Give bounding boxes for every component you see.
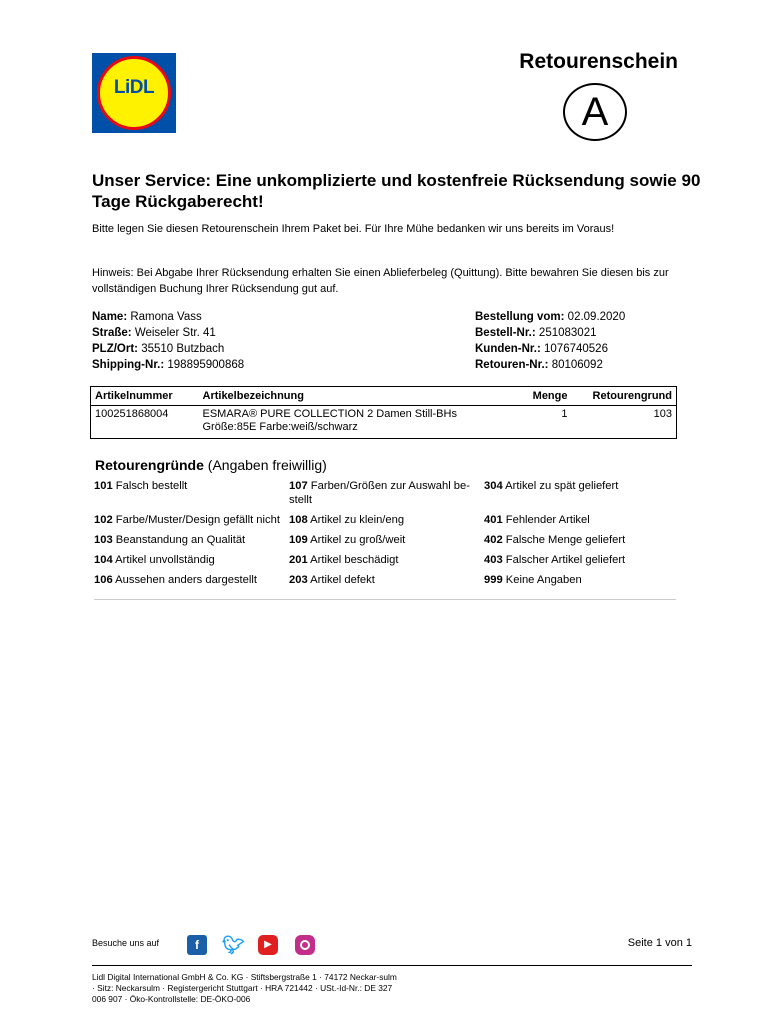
reasons-row — [94, 553, 676, 573]
reason-code: 999 — [484, 574, 503, 586]
reason-item — [289, 553, 484, 573]
reason-code: 402 — [484, 534, 503, 546]
order-date: 02.09.2020 — [567, 311, 626, 323]
reason-text: Fehlender Artikel — [505, 514, 590, 526]
article-qty: 1 — [561, 408, 568, 420]
label: Name: — [92, 311, 128, 323]
items-table — [90, 386, 677, 439]
footer-divider — [92, 965, 692, 966]
service-headline: Unser Service: Eine unkomplizierte und kostenfreie Rücksendung sowie 90 Tage Rückgaberecht! — [92, 171, 701, 211]
reason-text: Artikel zu spät geliefert — [505, 480, 619, 492]
page-number: Seite 1 von 1 — [627, 937, 692, 949]
reason-text: Artikel beschädigt — [310, 554, 399, 566]
customer-street: Weiseler Str. 41 — [134, 327, 216, 339]
reason-item — [94, 533, 289, 553]
logo-wordmark: LiDL — [113, 77, 155, 98]
reason-code: 201 — [289, 554, 308, 566]
reason-item — [289, 513, 484, 533]
intro-text: Bitte legen Sie diesen Retourenschein Ihrem Paket bei. Für Ihre Mühe bedanken wir uns bereits im Voraus! — [92, 223, 615, 235]
shipping-number: 198895900868 — [167, 359, 245, 371]
customer-name: Ramona Vass — [130, 311, 202, 323]
label: Kunden-Nr.: — [475, 343, 541, 355]
return-number: 80106092 — [551, 359, 603, 371]
article-description — [199, 406, 502, 439]
label: Bestell-Nr.: — [475, 327, 536, 339]
reasons-row — [94, 573, 676, 593]
label: Bestellung vom: — [475, 311, 565, 323]
reason-code: 102 — [94, 514, 113, 526]
reason-code: 107 — [289, 480, 308, 492]
reason-code: 401 — [484, 514, 503, 526]
order-number: 251083021 — [538, 327, 597, 339]
column-header-reason: Retourengrund — [572, 387, 677, 406]
lidl-logo — [92, 53, 176, 133]
reason-text: Artikel defekt — [310, 574, 375, 586]
reason-item — [484, 573, 676, 593]
reason-text: Artikel unvollständig — [115, 554, 215, 566]
reason-item — [484, 479, 676, 513]
article-description-line1: ESMARA® PURE COLLECTION 2 Damen Still-BHs — [202, 408, 457, 420]
customer-number-row — [475, 341, 625, 357]
reason-text: Falsch bestellt — [115, 480, 188, 492]
customer-city: 35510 Butzbach — [141, 343, 225, 355]
customer-city-row — [92, 341, 244, 357]
reason-text: Farbe/Muster/Design gefällt nicht — [115, 514, 280, 526]
order-date-row — [475, 309, 625, 325]
reason-item — [289, 479, 484, 513]
label: Retouren-Nr.: — [475, 359, 549, 371]
article-description-line2: Größe:85E Farbe:weiß/schwarz — [202, 421, 358, 433]
reasons-subtitle: (Angaben freiwillig) — [207, 457, 327, 473]
reasons-row — [94, 479, 676, 513]
reason-text: Keine Angaben — [505, 574, 582, 586]
reason-item — [484, 553, 676, 573]
document-title: Retourenschein — [519, 50, 678, 73]
youtube-icon[interactable]: ▶ — [258, 935, 278, 955]
hint-text: Hinweis: Bei Abgabe Ihrer Rücksendung erhalten Sie einen Ablieferbeleg (Quittung). Bitte bewahren Sie diesen bis zur vollständigen Buchung Ihrer Rücksendung gut auf. — [92, 267, 669, 295]
article-reason: 103 — [653, 408, 672, 420]
reason-text: Artikel zu klein/eng — [310, 514, 405, 526]
customer-info — [92, 309, 244, 373]
reason-code: 403 — [484, 554, 503, 566]
reason-code: 304 — [484, 480, 503, 492]
return-label-badge: A — [563, 83, 627, 141]
customer-number: 1076740526 — [544, 343, 608, 355]
customer-name-row — [92, 309, 244, 325]
reason-code: 103 — [94, 534, 113, 546]
reason-code: 106 — [94, 574, 113, 586]
customer-street-row — [92, 325, 244, 341]
instagram-icon[interactable] — [295, 935, 315, 955]
reason-code: 101 — [94, 480, 113, 492]
reason-item — [484, 533, 676, 553]
reasons-row — [94, 513, 676, 533]
column-header-qty: Menge — [502, 387, 572, 406]
reason-item — [289, 573, 484, 593]
table-row — [91, 406, 677, 439]
reason-item — [484, 513, 676, 533]
reason-item — [289, 533, 484, 553]
label: Straße: — [92, 327, 132, 339]
reason-code: 203 — [289, 574, 308, 586]
reason-item — [94, 573, 289, 593]
reason-item — [94, 513, 289, 533]
twitter-icon[interactable]: 🐦︎ — [222, 935, 245, 955]
label: PLZ/Ort: — [92, 343, 138, 355]
reason-code: 104 — [94, 554, 113, 566]
order-number-row — [475, 325, 625, 341]
social-label: Besuche uns auf — [92, 938, 160, 948]
reason-text: Falscher Artikel geliefert — [505, 554, 626, 566]
reasons-heading — [95, 457, 327, 473]
return-number-row — [475, 357, 625, 373]
shipping-row — [92, 357, 244, 373]
reason-code: 108 — [289, 514, 308, 526]
reason-text: Farben/Größen zur Auswahl be-stellt — [289, 480, 470, 506]
order-info — [475, 309, 625, 373]
column-header-article-no: Artikelnummer — [91, 387, 199, 406]
reason-item — [94, 479, 289, 513]
items-header-row — [91, 387, 677, 406]
reason-code: 109 — [289, 534, 308, 546]
reason-text: Artikel zu groß/weit — [310, 534, 406, 546]
reasons-list — [94, 479, 676, 600]
label: Shipping-Nr.: — [92, 359, 165, 371]
reason-item — [94, 553, 289, 573]
column-header-description: Artikelbezeichnung — [199, 387, 502, 406]
legal-footer: Lidl Digital International GmbH & Co. KG · Stiftsbergstraße 1 · 74172 Neckar-sulm · Sitz: Neckarsulm · Registergericht Stuttgart · HRA 721442 · USt.-Id-Nr.: DE 327 006 907 · Öko-Kontrollstelle: DE-ÖKO-006 — [92, 972, 397, 1004]
reasons-title: Retourengründe — [95, 457, 204, 473]
article-number: 100251868004 — [95, 408, 169, 420]
reason-text: Beanstandung an Qualität — [115, 534, 246, 546]
reason-text: Falsche Menge geliefert — [505, 534, 626, 546]
reason-text: Aussehen anders dargestellt — [115, 574, 257, 586]
reasons-row — [94, 533, 676, 553]
facebook-icon[interactable]: f — [187, 935, 207, 955]
